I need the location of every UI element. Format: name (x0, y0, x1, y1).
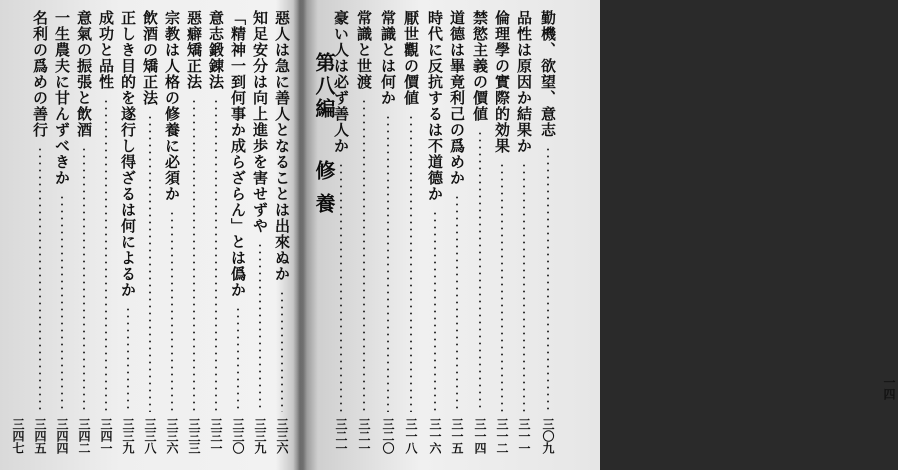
dot-leader (281, 290, 283, 412)
page-number: 三一八 (404, 418, 418, 454)
part-subtitle: 修 養 (312, 160, 336, 216)
dot-leader (215, 98, 217, 412)
toc-entry-title: 禁慾主義の價値 (471, 10, 489, 122)
dot-leader (501, 162, 503, 412)
dot-leader (523, 162, 525, 412)
dot-leader (237, 306, 239, 412)
page-number: 三三六 (275, 418, 289, 454)
dot-leader (171, 210, 173, 412)
page-number: 三三六 (165, 418, 179, 454)
toc-entry-title: 常識とは何か (379, 10, 397, 106)
page-number: 三四一 (99, 418, 113, 454)
page-number: 三三九 (253, 418, 267, 454)
page-number: 三三八 (143, 418, 157, 454)
page-number: 三二一 (357, 418, 371, 454)
dot-leader (434, 210, 436, 412)
page-number: 三二一 (334, 418, 348, 454)
toc-entry-title: 意志鍛錬法 (207, 10, 225, 90)
toc-entry-title: 時代に反抗するは不道德か (426, 10, 444, 202)
toc-entry-title: 知足安分は向上進歩を害せずや (251, 10, 269, 234)
dot-leader (410, 114, 412, 412)
page-number: 三三三 (187, 418, 201, 454)
dot-leader (340, 162, 342, 412)
toc-entry-title: 厭世觀の價値 (402, 10, 420, 106)
dot-leader (363, 98, 365, 412)
dot-leader (61, 194, 63, 412)
toc-entry-title: 一生農夫に甘んずべきか (53, 10, 71, 186)
dot-leader (479, 130, 481, 412)
toc-entry-title: 飲酒の矯正法 (141, 10, 159, 106)
toc-entry-title: 倫理學の實際的効果 (493, 10, 511, 154)
page-number: 三四二 (77, 418, 91, 454)
dot-leader (193, 98, 195, 412)
dot-leader (83, 146, 85, 412)
page-number: 三一四 (473, 418, 487, 454)
dot-leader (456, 194, 458, 412)
toc-entry-title: 成功と品性 (97, 10, 115, 90)
page-number: 三四五 (33, 418, 47, 454)
dot-leader (387, 114, 389, 412)
left-page (0, 0, 298, 470)
part-title: 第八編 (312, 52, 336, 121)
toc-entry-title: 惡癖矯正法 (185, 10, 203, 90)
toc-entry-title: 勤機、欲望、意志 (539, 10, 557, 138)
toc-entry-title: 常識と世渡 (355, 10, 373, 90)
page-number: 三一一 (517, 418, 531, 454)
page-number: 三一五 (450, 418, 464, 454)
dot-leader (39, 146, 41, 412)
toc-entry-title: 正しき目的を遂行し得ざるは何によるか (119, 10, 137, 298)
page-number: 三四七 (11, 418, 25, 454)
toc-entry-title: 惡人は急に善人となることは出來ぬか (273, 10, 291, 282)
page-number: 三三一 (209, 418, 223, 454)
toc-entry-title: 名利の爲めの善行 (31, 10, 49, 138)
toc-entry-title: 宗教は人格の修養に必須か (163, 10, 181, 202)
page-folio: 一四 (882, 376, 896, 400)
page-number: 三三九 (121, 418, 135, 454)
dot-leader (547, 146, 549, 412)
toc-entry-title: 豪い人は必ず善人か (332, 10, 350, 154)
toc-entry-title: 品性は原因か結果か (515, 10, 533, 154)
toc-entry-title: 意氣の振張と飲酒 (75, 10, 93, 138)
dot-leader (127, 306, 129, 412)
page-number: 三四四 (55, 418, 69, 454)
page-number: 三〇九 (541, 418, 555, 454)
page-number: 三一二 (495, 418, 509, 454)
dot-leader (149, 114, 151, 412)
dot-leader (105, 98, 107, 412)
dot-leader (259, 242, 261, 412)
page-number: 三三〇 (231, 418, 245, 454)
toc-entry-title: 「精神一到何事か成らざらん」とは僞か (229, 10, 247, 298)
page-number: 三二〇 (381, 418, 395, 454)
toc-entry-title: 道德は畢竟利己の爲めか (448, 10, 466, 186)
page-number: 三一六 (428, 418, 442, 454)
right-page (302, 0, 896, 470)
